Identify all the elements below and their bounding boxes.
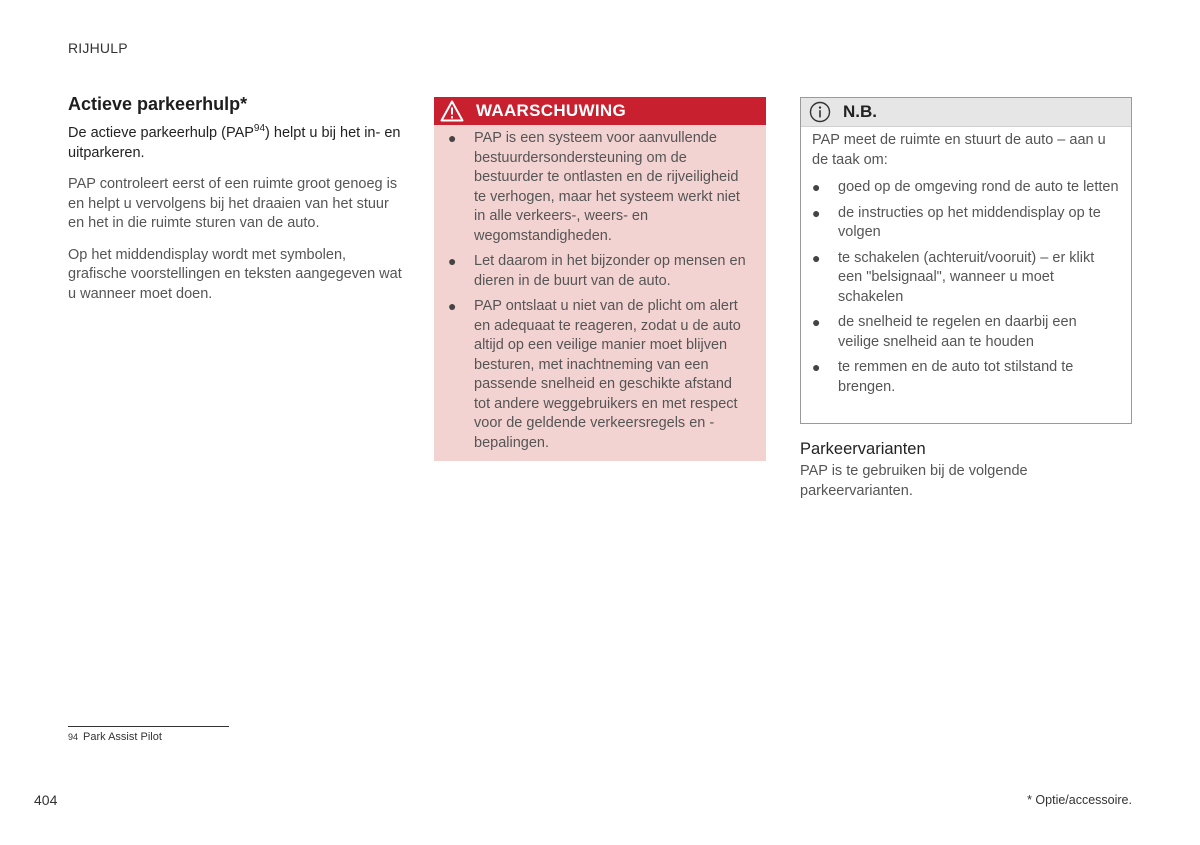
note-list [801,178,1131,397]
bullet-icon: ● [448,298,457,314]
list-item-text: te schakelen (achteruit/vooruit) – er klikt een "belsignaal", wanneer u moet schakelen [838,249,1095,305]
bullet-icon: ● [812,359,821,375]
body-paragraph: Op het middendisplay wordt met symbolen, grafische voorstellingen en teksten aangegeven wat u wanneer moet doen. [68,246,402,302]
note-header [801,98,1131,127]
footnote-text: Park Assist Pilot [83,731,162,743]
variants-heading: Parkeervarianten [800,440,926,458]
note-title: N.B. [843,102,877,121]
bullet-icon: ● [448,130,457,146]
warning-title: WAARSCHUWING [476,101,626,120]
warning-list [434,125,766,453]
list-item [812,358,1121,397]
list-item-text: de snelheid te regelen en daarbij een veilige snelheid aan te houden [838,314,1077,350]
list-item-text: te remmen en de auto tot stilstand te brengen. [838,359,1074,395]
footnote-divider [68,726,229,727]
bullet-icon: ● [812,249,821,266]
list-item [448,129,752,246]
bullet-icon: ● [812,204,821,221]
section-header: RIJHULP [68,40,128,56]
bullet-icon: ● [812,314,821,330]
footnote [68,731,162,743]
intro-text-end: ) helpt u bij het in- en uitparkeren. [68,125,401,161]
list-item-text: PAP is een systeem voor aanvullende bestuurdersondersteuning om de bestuurder te ontlasten en de rijveiligheid te verhogen, maar het systeem werkt niet in alle verkeers-, weers- en wegomstandigheden. [474,130,740,244]
list-item [448,252,752,291]
note-box [800,97,1132,424]
list-item [812,313,1121,352]
warning-box [434,97,766,461]
page-title: Actieve parkeerhulp* [68,94,248,114]
warning-triangle-icon [440,100,464,122]
bullet-icon: ● [448,253,457,269]
list-item [812,204,1121,243]
list-item [812,178,1121,198]
list-item [448,297,752,453]
footer-note: * Optie/accessoire. [1027,793,1132,807]
list-item-text: de instructies op het middendisplay op te volgen [838,204,1101,240]
page-number: 404 [34,792,58,808]
list-item-text: Let daarom in het bijzonder op mensen en dieren in de buurt van de auto. [474,253,746,289]
footnote-number: 94 [68,732,79,742]
warning-header [434,97,766,125]
info-icon [809,101,831,123]
main-column [68,94,403,316]
body-paragraph: PAP controleert eerst of een ruimte groot genoeg is en helpt u vervolgens bij het draaien van het stuur en het in die ruimte sturen van de auto. [68,176,398,231]
list-item-text: PAP ontslaat u niet van de plicht om alert en adequaat te reageren, zodat u de auto altijd op een veilige manier moet blijven besturen, met inachtneming van een passende snelheid en geschikte afstand tot andere weggebruikers en met respect voor de geldende verkeersregels en -bepalingen. [474,298,741,451]
note-intro: PAP meet de ruimte en stuurt de auto – aan u de taak om: [812,132,1106,168]
list-item [812,249,1121,308]
bullet-icon: ● [812,179,821,195]
intro-text [68,123,403,163]
intro-text-start: De actieve parkeerhulp (PAP [68,125,254,141]
list-item-text: goed op de omgeving rond de auto te letten [838,179,1119,195]
variants-text: PAP is te gebruiken bij de volgende parkeervarianten. [800,463,1028,499]
footnote-ref[interactable]: 94 [253,123,266,135]
